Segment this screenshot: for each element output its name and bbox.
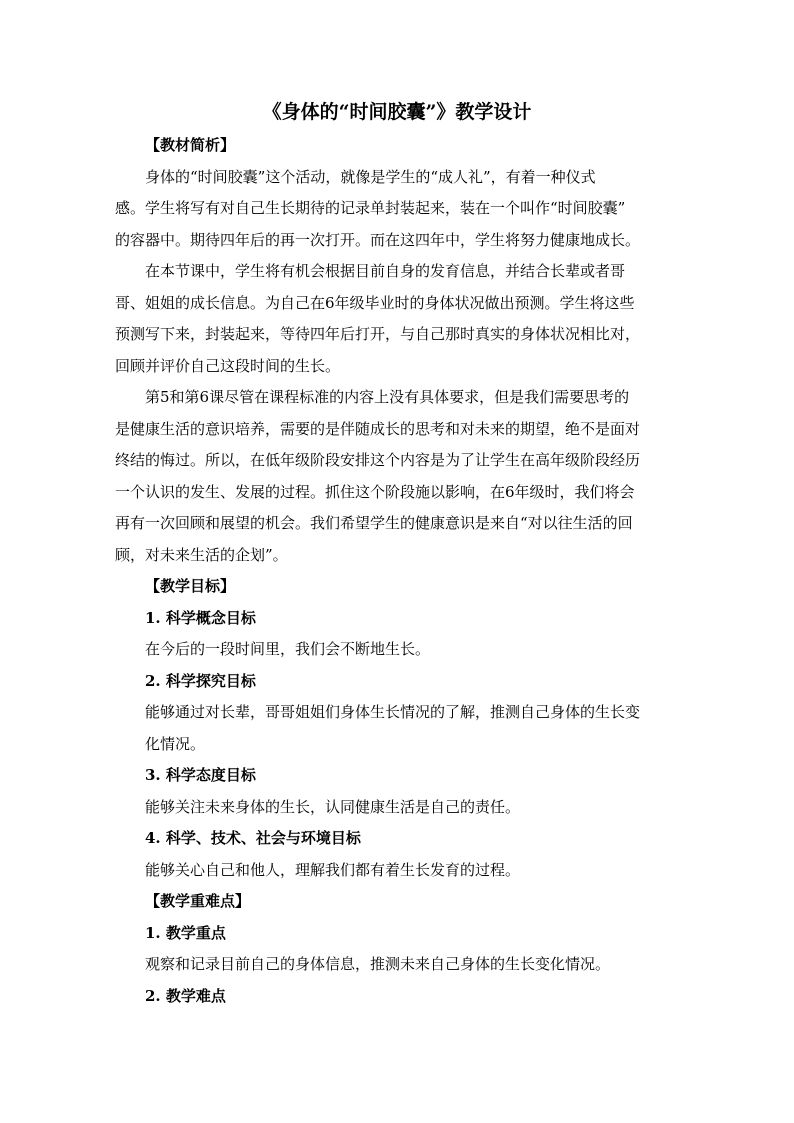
document-title: 《身体的“时间胶囊”》教学设计 [262, 101, 532, 123]
subheading-concept-goal: 1. 科学概念目标 [145, 608, 256, 627]
paragraph-line: 化情况。 [145, 734, 206, 753]
subheading-key-point: 1. 教学重点 [145, 923, 226, 942]
section-heading-key-points: 【教学重难点】 [145, 892, 251, 910]
paragraph-line: 在本节课中，学生将有机会根据目前自身的发育信息，并结合长辈或者哥 [145, 262, 626, 280]
paragraph-line: 是健康生活的意识培养，需要的是伴随成长的思考和对未来的期望，绝不是面对 [115, 419, 641, 438]
paragraph-line: 身体的“时间胶囊”这个活动，就像是学生的“成人礼”，有着一种仪式 [145, 167, 596, 186]
section-heading-analysis: 【教材简析】 [145, 136, 236, 154]
paragraph-line: 能够关注未来身体的生长，认同健康生活是自己的责任。 [145, 797, 521, 816]
paragraph-line: 回顾并评价自己这段时间的生长。 [115, 356, 341, 375]
paragraph-line: 终结的悔过。所以，在低年级阶段安排这个内容是为了让学生在高年级阶段经历 [115, 451, 641, 469]
subheading-attitude-goal: 3. 科学态度目标 [145, 766, 256, 784]
paragraph-line: 能够通过对长辈，哥哥姐姐们身体生长情况的了解，推测自己身体的生长变 [145, 703, 641, 721]
paragraph-line: 顾，对未来生活的企划”。 [115, 545, 288, 564]
paragraph-line: 的容器中。期待四年后的再一次打开。而在这四年中，学生将努力健康地成长。 [115, 230, 641, 249]
paragraph-line: 观察和记录目前自己的身体信息，推测未来自己身体的生长变化情况。 [145, 955, 611, 973]
subheading-stse-goal: 4. 科学、技术、社会与环境目标 [145, 829, 361, 847]
paragraph-line: 一个认识的发生、发展的过程。抓住这个阶段施以影响，在6年级时，我们将会 [115, 482, 635, 501]
paragraph-line: 再有一次回顾和展望的机会。我们希望学生的健康意识是来自“对以往生活的回 [115, 514, 633, 532]
paragraph-line: 能够关心自己和他人，理解我们都有着生长发育的过程。 [145, 860, 521, 879]
paragraph-line: 第5和第6课尽管在课程标准的内容上没有具体要求，但是我们需要思考的 [145, 388, 630, 406]
section-heading-objectives: 【教学目标】 [145, 577, 236, 595]
paragraph-line: 哥、姐姐的成长信息。为自己在6年级毕业时的身体状况做出预测。学生将这些 [115, 293, 635, 312]
paragraph-line: 感。学生将写有对自己生长期待的记录单封装起来，装在一个叫作“时间胶囊” [115, 199, 626, 217]
paragraph-line: 在今后的一段时间里，我们会不断地生长。 [145, 640, 431, 658]
document-body [115, 130, 675, 1012]
subheading-inquiry-goal: 2. 科学探究目标 [145, 671, 256, 690]
subheading-difficulty: 2. 教学难点 [145, 986, 226, 1005]
paragraph-line: 预测写下来，封装起来，等待四年后打开，与自己那时真实的身体状况相比对， [115, 325, 641, 343]
